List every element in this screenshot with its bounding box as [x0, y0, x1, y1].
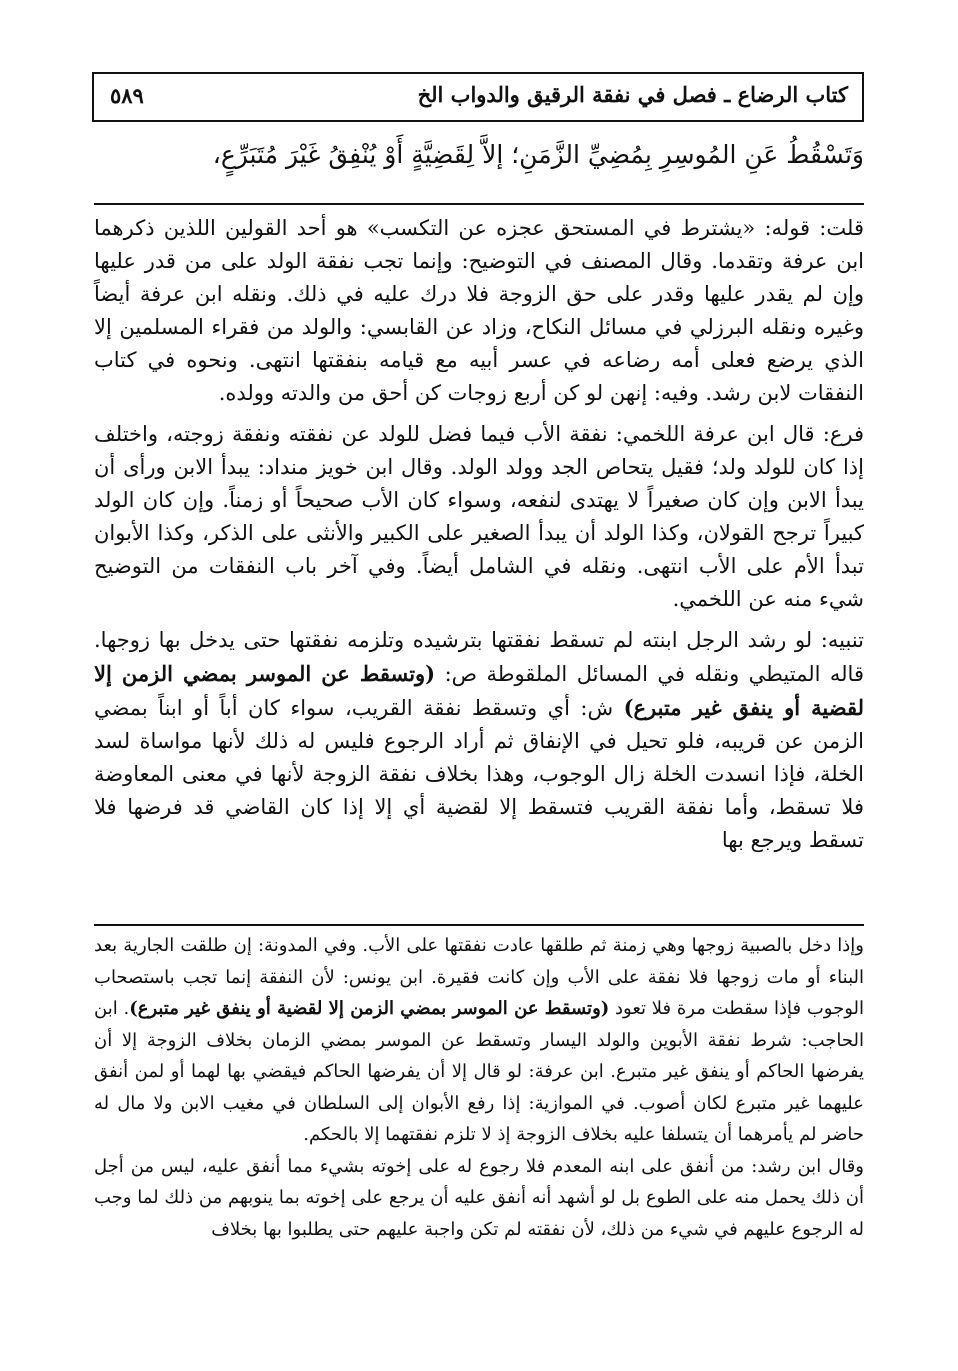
footnote-paragraph-1-intro: وإذا دخل بالصبية زوجها وهي زمنة ثم طلقها عادت نفقتها على الأب. وفي المدونة: إن طلقت الجارية بعد البناء أو مات زوجها فلا نفقة على الأب وإن كانت فقيرة. ابن يونس: لأن النفقة إنما تجب باستصحاب الوجوب فإذا سقطت مرة فلا تعود	[94, 935, 865, 1019]
commentary-paragraph-1	[94, 212, 864, 410]
footnote-paragraph-1	[94, 930, 864, 1151]
running-header	[92, 72, 864, 122]
matn-text: وَتَسْقُطُ عَنِ المُوسِرِ بِمُضِيِّ الزَّمَنِ؛ إلاَّ لِقَضِيَّةٍ أَوْ يُنْفِقُ غَيْرَ مُتَبَرِّعٍ،	[212, 140, 864, 169]
footnote-paragraph-1-text	[94, 930, 864, 1151]
commentary-paragraph-1-text: قلت: قوله: «يشترط في المستحق عجزه عن التكسب» هو أحد القولين اللذين ذكرهما ابن عرفة وتقدما. وقال المصنف في التوضيح: وإنما تجب نفقة الولد على من قدر عليها وإن لم يقدر عليها وقدر على حق الزوجة فلا درك عليه في ذلك. ونقله ابن عرفة أيضاً وغيره ونقله البرزلي في مسائل النكاح، وزاد عن القابسي: والولد من فقراء المسلمين إلا الذي يرضع فعلى أمه رضاعه في عسر أبيه مع قيامه بنفقتها انتهى. ونحوه في كتاب النفقات لابن رشد. وفيه: إنهن لو كن أربع زوجات كن أحق من والدته وولده.	[94, 216, 864, 405]
footnote-paragraph-1-body: . ابن الحاجب: شرط نفقة الأبوين والولد اليسار وتسقط عن الموسر بمضي الزمان بخلاف الزوجة إلا أن يفرضها الحاكم أو ينفق غير متبرع. ابن عرفة: لو قال إلا أن يفرضها الحاكم فيقضي بها لهما أو لمن أنفق عليهما غير متبرع لكان أصوب. في الموازية: إذا رفع الأبوان إلى السلطان في مغيب الابن ولا مال له حاضر لم يأمرهما أن يتسلفا عليه بخلاف الزوجة إذ لا تلزم نفقتهما إلا بالحكم.	[94, 998, 864, 1145]
commentary-paragraph-3	[94, 624, 864, 857]
commentary-paragraph-3-body: ش: أي وتسقط نفقة القريب، سواء كان أباً أو ابناً بمضي الزمن عن قريبه، فلو تحيل في الإنفاق ثم أراد الرجوع فليس له ذلك لأنها مواساة لسد الخلة، فإذا انسدت الخلة زال الوجوب، وهذا بخلاف نفقة الزوجة لأنها في معنى المعاوضة فلا تسقط، وأما نفقة القريب فتسقط إلا لقضية أي إلا إذا كان القاضي قد فرضها فلا تسقط ويرجع بها	[94, 696, 864, 852]
footnote-block	[94, 930, 864, 1245]
quoted-matn: (وتسقط عن الموسر بمضي الزمن إلا لقضية أو ينفق غير متبرع)	[94, 661, 864, 720]
page-number: ٥٨٩	[110, 83, 144, 108]
commentary-block	[94, 212, 864, 857]
footnote-paragraph-2	[94, 1151, 864, 1246]
footnote-quoted-matn: (وتسقط عن الموسر بمضي الزمن إلا لقضية أو ينفق غير متبرع)	[129, 998, 610, 1019]
footnote-paragraph-2-text: وقال ابن رشد: من أنفق على ابنه المعدم فلا رجوع له على إخوته بشيء مما أنفق عليه، ليس من أجل أن ذلك يحمل منه على الطوع بل لو أشهد أنه أنفق عليه أن يرجع على إخوته بما ينوبهم من ذلك لما وجب له الرجوع عليهم في شيء من ذلك، لأن نفقته لم تكن واجبة عليهم حتى يطلبوا بها بخلاف	[94, 1155, 864, 1240]
header-title: كتاب الرضاع ـ فصل في نفقة الرقيق والدواب الخ	[417, 82, 848, 107]
commentary-paragraph-3-text	[94, 624, 864, 857]
commentary-paragraph-3-intro: تنبيه: لو رشد الرجل ابنته لم تسقط نفقتها بترشيده وتلزمه نفقتها حتى يدخل بها زوجها. قاله المتيطي ونقله في المسائل الملقوطة ص:	[94, 628, 864, 686]
footnote-divider	[94, 924, 864, 926]
commentary-paragraph-2-text: فرع: قال ابن عرفة اللخمي: نفقة الأب فيما فضل للولد عن نفقته ونفقة زوجته، واختلف إذا كان للولد ولد؛ فقيل يتحاص الجد وولد الولد. وقال ابن خويز منداد: يبدأ الابن ورأى أن يبدأ الابن وإن كان صغيراً لا يهتدى لنفعه، وسواء كان الأب صحيحاً أو زمناً. وإن كان الولد كبيراً ترجح القولان، وكذا الولد أن يبدأ الصغير على الكبير والأنثى على الذكر، وكذا الأبوان تبدأ الأم على الأب انتهى. ونقله في الشامل أيضاً. وفي آخر باب النفقات من التوضيح شيء منه عن اللخمي.	[94, 422, 864, 611]
commentary-paragraph-2	[94, 418, 864, 616]
matn-divider	[94, 203, 864, 205]
